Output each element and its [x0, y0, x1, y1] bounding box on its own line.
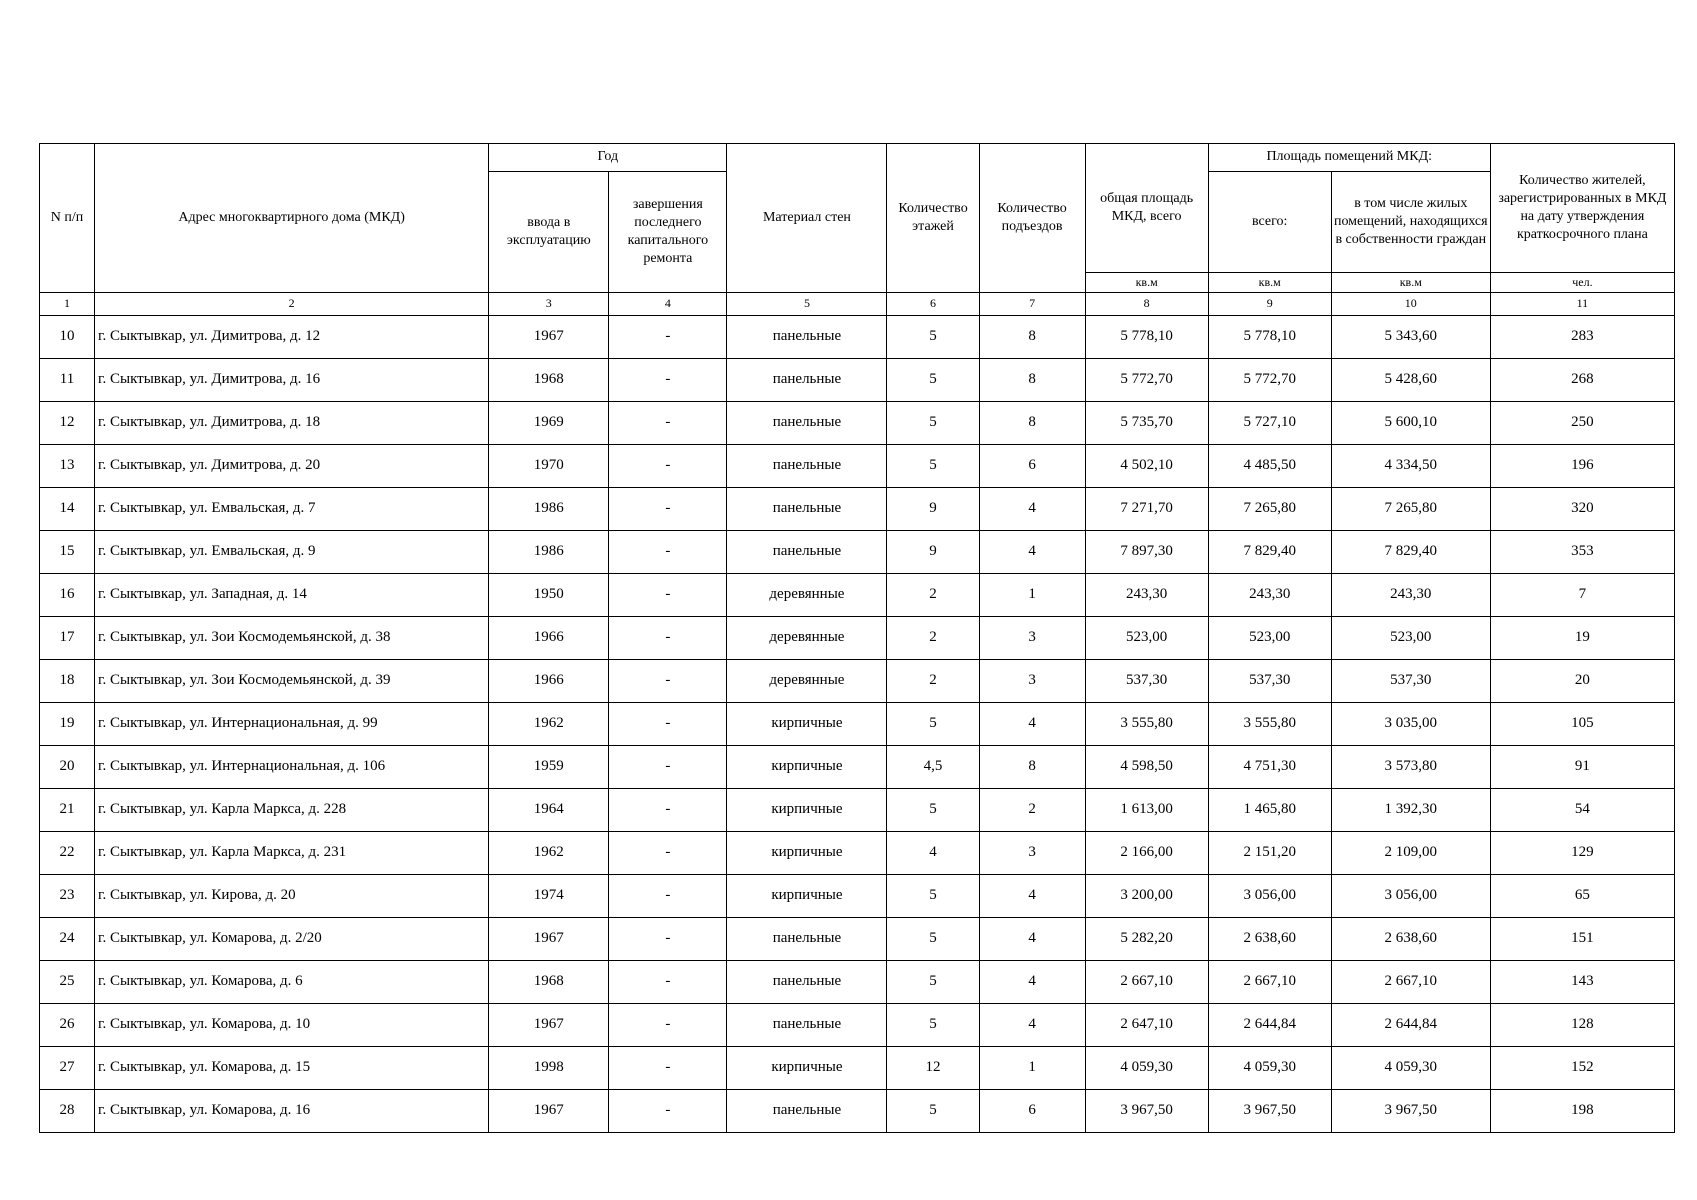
table-row — [40, 1004, 1675, 1047]
cell-area-residential: 4 334,50 — [1331, 445, 1490, 488]
table-row — [40, 531, 1675, 574]
cell-num: 12 — [40, 402, 95, 445]
cell-residents: 7 — [1490, 574, 1674, 617]
cell-wall-material: панельные — [727, 1004, 887, 1047]
cell-residents: 20 — [1490, 660, 1674, 703]
cell-wall-material: кирпичные — [727, 1047, 887, 1090]
table-body — [40, 293, 1675, 1133]
cell-wall-material: кирпичные — [727, 746, 887, 789]
table-row — [40, 617, 1675, 660]
cell-entrances: 8 — [979, 402, 1085, 445]
cell-year-commission: 1986 — [489, 531, 609, 574]
cell-residents: 129 — [1490, 832, 1674, 875]
cell-address: г. Сыктывкар, ул. Карла Маркса, д. 228 — [95, 789, 489, 832]
cell-year-repair: - — [609, 445, 727, 488]
cell-year-commission: 1967 — [489, 918, 609, 961]
cell-floors: 5 — [887, 402, 979, 445]
table-row — [40, 1090, 1675, 1133]
unit-area-all: кв.м — [1208, 273, 1331, 293]
cell-floors: 5 — [887, 359, 979, 402]
cell-residents: 198 — [1490, 1090, 1674, 1133]
cell-year-repair: - — [609, 617, 727, 660]
cell-entrances: 4 — [979, 531, 1085, 574]
cell-num: 25 — [40, 961, 95, 1004]
cell-residents: 91 — [1490, 746, 1674, 789]
cell-floors: 5 — [887, 961, 979, 1004]
cell-num: 16 — [40, 574, 95, 617]
cell-residents: 320 — [1490, 488, 1674, 531]
cell-wall-material: деревянные — [727, 617, 887, 660]
cell-num: 10 — [40, 316, 95, 359]
cell-floors: 9 — [887, 488, 979, 531]
cell-floors: 5 — [887, 1090, 979, 1133]
cell-area-residential: 2 638,60 — [1331, 918, 1490, 961]
cell-area-all: 3 555,80 — [1208, 703, 1331, 746]
cell-entrances: 8 — [979, 746, 1085, 789]
cell-area-residential: 3 573,80 — [1331, 746, 1490, 789]
cell-total-area: 5 282,20 — [1085, 918, 1208, 961]
cell-total-area: 4 598,50 — [1085, 746, 1208, 789]
cell-floors: 5 — [887, 918, 979, 961]
cell-residents: 283 — [1490, 316, 1674, 359]
cell-area-residential: 2 644,84 — [1331, 1004, 1490, 1047]
cell-wall-material: панельные — [727, 1090, 887, 1133]
table-row — [40, 746, 1675, 789]
cell-area-all: 4 485,50 — [1208, 445, 1331, 488]
cell-year-repair: - — [609, 832, 727, 875]
cell-entrances: 4 — [979, 1004, 1085, 1047]
cell-total-area: 3 967,50 — [1085, 1090, 1208, 1133]
cell-num: 23 — [40, 875, 95, 918]
cell-entrances: 3 — [979, 832, 1085, 875]
cell-entrances: 6 — [979, 1090, 1085, 1133]
header-entrances: Количество подъездов — [979, 144, 1085, 293]
cell-total-area: 4 502,10 — [1085, 445, 1208, 488]
unit-residents: чел. — [1490, 273, 1674, 293]
cell-wall-material: панельные — [727, 961, 887, 1004]
cell-floors: 5 — [887, 703, 979, 746]
cell-year-commission: 1962 — [489, 832, 609, 875]
header-wall-material: Материал стен — [727, 144, 887, 293]
cell-year-repair: - — [609, 359, 727, 402]
cell-total-area: 537,30 — [1085, 660, 1208, 703]
cell-total-area: 523,00 — [1085, 617, 1208, 660]
cell-year-commission: 1968 — [489, 359, 609, 402]
cell-residents: 143 — [1490, 961, 1674, 1004]
cell-year-repair: - — [609, 1047, 727, 1090]
cell-total-area: 5 772,70 — [1085, 359, 1208, 402]
table-row — [40, 445, 1675, 488]
cell-area-all: 4 059,30 — [1208, 1047, 1331, 1090]
cell-num: 13 — [40, 445, 95, 488]
cell-floors: 12 — [887, 1047, 979, 1090]
column-index: 7 — [979, 293, 1085, 316]
cell-area-residential: 2 109,00 — [1331, 832, 1490, 875]
cell-entrances: 8 — [979, 359, 1085, 402]
cell-area-residential: 523,00 — [1331, 617, 1490, 660]
cell-wall-material: деревянные — [727, 574, 887, 617]
header-year-commission: ввода в эксплуатацию — [489, 172, 609, 293]
cell-year-commission: 1970 — [489, 445, 609, 488]
cell-year-commission: 1964 — [489, 789, 609, 832]
cell-floors: 9 — [887, 531, 979, 574]
cell-floors: 2 — [887, 574, 979, 617]
cell-wall-material: панельные — [727, 445, 887, 488]
cell-floors: 2 — [887, 660, 979, 703]
unit-total-area: кв.м — [1085, 273, 1208, 293]
cell-total-area: 2 667,10 — [1085, 961, 1208, 1004]
cell-area-all: 2 644,84 — [1208, 1004, 1331, 1047]
cell-residents: 152 — [1490, 1047, 1674, 1090]
cell-num: 27 — [40, 1047, 95, 1090]
cell-area-residential: 243,30 — [1331, 574, 1490, 617]
header-floors: Количество этажей — [887, 144, 979, 293]
cell-total-area: 3 555,80 — [1085, 703, 1208, 746]
cell-year-repair: - — [609, 1004, 727, 1047]
header-num: N п/п — [40, 144, 95, 293]
cell-residents: 268 — [1490, 359, 1674, 402]
cell-year-commission: 1967 — [489, 316, 609, 359]
cell-area-all: 2 151,20 — [1208, 832, 1331, 875]
cell-year-repair: - — [609, 746, 727, 789]
cell-floors: 4,5 — [887, 746, 979, 789]
cell-area-residential: 5 428,60 — [1331, 359, 1490, 402]
cell-area-residential: 4 059,30 — [1331, 1047, 1490, 1090]
cell-area-all: 5 778,10 — [1208, 316, 1331, 359]
cell-entrances: 4 — [979, 961, 1085, 1004]
cell-year-repair: - — [609, 574, 727, 617]
cell-total-area: 4 059,30 — [1085, 1047, 1208, 1090]
cell-entrances: 1 — [979, 574, 1085, 617]
table-row — [40, 961, 1675, 1004]
cell-area-residential: 537,30 — [1331, 660, 1490, 703]
cell-year-commission: 1966 — [489, 617, 609, 660]
cell-floors: 5 — [887, 875, 979, 918]
cell-area-all: 243,30 — [1208, 574, 1331, 617]
table-row — [40, 832, 1675, 875]
column-index: 10 — [1331, 293, 1490, 316]
cell-num: 26 — [40, 1004, 95, 1047]
cell-year-commission: 1968 — [489, 961, 609, 1004]
cell-floors: 5 — [887, 316, 979, 359]
cell-year-commission: 1969 — [489, 402, 609, 445]
cell-wall-material: кирпичные — [727, 832, 887, 875]
cell-year-repair: - — [609, 660, 727, 703]
cell-floors: 5 — [887, 1004, 979, 1047]
header-area-residential: в том числе жилых помещений, находящихся в собственности граждан — [1331, 172, 1490, 273]
cell-total-area: 243,30 — [1085, 574, 1208, 617]
cell-year-repair: - — [609, 316, 727, 359]
column-index: 4 — [609, 293, 727, 316]
cell-year-commission: 1959 — [489, 746, 609, 789]
cell-year-commission: 1998 — [489, 1047, 609, 1090]
header-total-area: общая площадь МКД, всего — [1085, 144, 1208, 273]
cell-area-all: 7 265,80 — [1208, 488, 1331, 531]
cell-year-repair: - — [609, 703, 727, 746]
column-index-row — [40, 293, 1675, 316]
cell-entrances: 6 — [979, 445, 1085, 488]
cell-address: г. Сыктывкар, ул. Комарова, д. 16 — [95, 1090, 489, 1133]
column-index: 3 — [489, 293, 609, 316]
cell-area-all: 537,30 — [1208, 660, 1331, 703]
cell-num: 18 — [40, 660, 95, 703]
cell-area-all: 2 638,60 — [1208, 918, 1331, 961]
cell-area-residential: 1 392,30 — [1331, 789, 1490, 832]
cell-address: г. Сыктывкар, ул. Западная, д. 14 — [95, 574, 489, 617]
cell-total-area: 7 271,70 — [1085, 488, 1208, 531]
cell-area-all: 3 967,50 — [1208, 1090, 1331, 1133]
cell-area-residential: 5 600,10 — [1331, 402, 1490, 445]
mkd-table — [39, 143, 1675, 1133]
cell-area-all: 5 727,10 — [1208, 402, 1331, 445]
cell-num: 15 — [40, 531, 95, 574]
column-index: 8 — [1085, 293, 1208, 316]
cell-residents: 54 — [1490, 789, 1674, 832]
cell-residents: 65 — [1490, 875, 1674, 918]
header-address: Адрес многоквартирного дома (МКД) — [95, 144, 489, 293]
cell-address: г. Сыктывкар, ул. Емвальская, д. 9 — [95, 531, 489, 574]
header-area-all: всего: — [1208, 172, 1331, 273]
cell-num: 20 — [40, 746, 95, 789]
cell-entrances: 4 — [979, 875, 1085, 918]
cell-total-area: 2 166,00 — [1085, 832, 1208, 875]
cell-num: 22 — [40, 832, 95, 875]
cell-year-commission: 1974 — [489, 875, 609, 918]
table-row — [40, 1047, 1675, 1090]
cell-year-repair: - — [609, 789, 727, 832]
cell-wall-material: кирпичные — [727, 789, 887, 832]
cell-address: г. Сыктывкар, ул. Димитрова, д. 16 — [95, 359, 489, 402]
cell-num: 19 — [40, 703, 95, 746]
cell-entrances: 2 — [979, 789, 1085, 832]
column-index: 2 — [95, 293, 489, 316]
cell-residents: 151 — [1490, 918, 1674, 961]
table-row — [40, 359, 1675, 402]
cell-area-all: 2 667,10 — [1208, 961, 1331, 1004]
cell-entrances: 8 — [979, 316, 1085, 359]
cell-floors: 5 — [887, 445, 979, 488]
cell-address: г. Сыктывкар, ул. Емвальская, д. 7 — [95, 488, 489, 531]
table-row — [40, 402, 1675, 445]
cell-area-all: 3 056,00 — [1208, 875, 1331, 918]
cell-address: г. Сыктывкар, ул. Димитрова, д. 20 — [95, 445, 489, 488]
cell-wall-material: панельные — [727, 359, 887, 402]
header-residents: Количество жителей, зарегистрированных в МКД на дату утверждения краткосрочного плана — [1490, 144, 1674, 273]
cell-year-repair: - — [609, 402, 727, 445]
cell-address: г. Сыктывкар, ул. Димитрова, д. 18 — [95, 402, 489, 445]
unit-area-residential: кв.м — [1331, 273, 1490, 293]
cell-year-repair: - — [609, 961, 727, 1004]
column-index: 9 — [1208, 293, 1331, 316]
cell-address: г. Сыктывкар, ул. Зои Космодемьянской, д. 39 — [95, 660, 489, 703]
cell-year-repair: - — [609, 875, 727, 918]
cell-address: г. Сыктывкар, ул. Кирова, д. 20 — [95, 875, 489, 918]
cell-residents: 196 — [1490, 445, 1674, 488]
cell-year-commission: 1967 — [489, 1090, 609, 1133]
cell-residents: 128 — [1490, 1004, 1674, 1047]
cell-entrances: 3 — [979, 660, 1085, 703]
cell-floors: 2 — [887, 617, 979, 660]
cell-num: 14 — [40, 488, 95, 531]
table-row — [40, 574, 1675, 617]
column-index: 1 — [40, 293, 95, 316]
cell-year-repair: - — [609, 918, 727, 961]
cell-num: 17 — [40, 617, 95, 660]
header-year-repair: завершения последнего капитального ремонта — [609, 172, 727, 293]
cell-residents: 353 — [1490, 531, 1674, 574]
cell-entrances: 4 — [979, 703, 1085, 746]
cell-area-residential: 2 667,10 — [1331, 961, 1490, 1004]
cell-year-commission: 1962 — [489, 703, 609, 746]
cell-wall-material: панельные — [727, 488, 887, 531]
cell-address: г. Сыктывкар, ул. Зои Космодемьянской, д. 38 — [95, 617, 489, 660]
cell-total-area: 7 897,30 — [1085, 531, 1208, 574]
cell-num: 28 — [40, 1090, 95, 1133]
table-row — [40, 316, 1675, 359]
cell-num: 24 — [40, 918, 95, 961]
cell-year-commission: 1966 — [489, 660, 609, 703]
header-area-group: Площадь помещений МКД: — [1208, 144, 1490, 172]
cell-entrances: 3 — [979, 617, 1085, 660]
cell-total-area: 5 778,10 — [1085, 316, 1208, 359]
cell-wall-material: кирпичные — [727, 875, 887, 918]
cell-residents: 250 — [1490, 402, 1674, 445]
cell-year-repair: - — [609, 488, 727, 531]
cell-wall-material: панельные — [727, 402, 887, 445]
cell-area-residential: 3 967,50 — [1331, 1090, 1490, 1133]
cell-area-all: 5 772,70 — [1208, 359, 1331, 402]
cell-entrances: 4 — [979, 488, 1085, 531]
cell-address: г. Сыктывкар, ул. Интернациональная, д. 99 — [95, 703, 489, 746]
cell-year-commission: 1986 — [489, 488, 609, 531]
cell-num: 21 — [40, 789, 95, 832]
cell-area-all: 1 465,80 — [1208, 789, 1331, 832]
cell-address: г. Сыктывкар, ул. Комарова, д. 6 — [95, 961, 489, 1004]
cell-address: г. Сыктывкар, ул. Комарова, д. 10 — [95, 1004, 489, 1047]
table-row — [40, 488, 1675, 531]
cell-address: г. Сыктывкар, ул. Комарова, д. 2/20 — [95, 918, 489, 961]
table-row — [40, 918, 1675, 961]
cell-wall-material: панельные — [727, 918, 887, 961]
cell-year-repair: - — [609, 1090, 727, 1133]
cell-area-residential: 7 829,40 — [1331, 531, 1490, 574]
cell-num: 11 — [40, 359, 95, 402]
cell-address: г. Сыктывкар, ул. Интернациональная, д. 106 — [95, 746, 489, 789]
cell-wall-material: панельные — [727, 316, 887, 359]
cell-year-commission: 1967 — [489, 1004, 609, 1047]
cell-residents: 105 — [1490, 703, 1674, 746]
cell-area-residential: 5 343,60 — [1331, 316, 1490, 359]
column-index: 6 — [887, 293, 979, 316]
cell-residents: 19 — [1490, 617, 1674, 660]
cell-wall-material: деревянные — [727, 660, 887, 703]
table-row — [40, 660, 1675, 703]
cell-total-area: 2 647,10 — [1085, 1004, 1208, 1047]
cell-entrances: 4 — [979, 918, 1085, 961]
table-row — [40, 703, 1675, 746]
cell-total-area: 1 613,00 — [1085, 789, 1208, 832]
table-row — [40, 875, 1675, 918]
column-index: 11 — [1490, 293, 1674, 316]
cell-total-area: 3 200,00 — [1085, 875, 1208, 918]
column-index: 5 — [727, 293, 887, 316]
header-year-group: Год — [489, 144, 727, 172]
cell-total-area: 5 735,70 — [1085, 402, 1208, 445]
cell-wall-material: панельные — [727, 531, 887, 574]
cell-wall-material: кирпичные — [727, 703, 887, 746]
cell-area-residential: 7 265,80 — [1331, 488, 1490, 531]
cell-address: г. Сыктывкар, ул. Карла Маркса, д. 231 — [95, 832, 489, 875]
table-row — [40, 789, 1675, 832]
cell-address: г. Сыктывкар, ул. Димитрова, д. 12 — [95, 316, 489, 359]
cell-area-residential: 3 035,00 — [1331, 703, 1490, 746]
cell-floors: 5 — [887, 789, 979, 832]
cell-area-all: 4 751,30 — [1208, 746, 1331, 789]
cell-year-commission: 1950 — [489, 574, 609, 617]
cell-year-repair: - — [609, 531, 727, 574]
cell-area-all: 7 829,40 — [1208, 531, 1331, 574]
cell-address: г. Сыктывкар, ул. Комарова, д. 15 — [95, 1047, 489, 1090]
cell-area-residential: 3 056,00 — [1331, 875, 1490, 918]
cell-entrances: 1 — [979, 1047, 1085, 1090]
cell-floors: 4 — [887, 832, 979, 875]
cell-area-all: 523,00 — [1208, 617, 1331, 660]
